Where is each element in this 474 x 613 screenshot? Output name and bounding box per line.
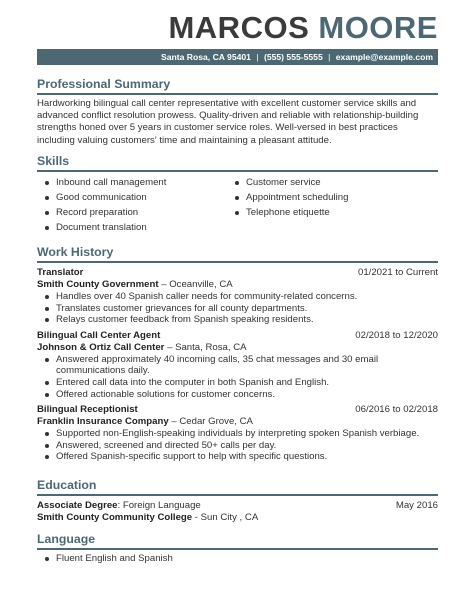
summary-section [37,77,438,147]
skill-item: Appointment scheduling [235,190,413,205]
company-name: Smith County Government [37,279,159,290]
job-bullet: Answered approximately 40 incoming calls, 35 chat messages and 30 email communications daily. [45,354,438,377]
job-employer [37,416,438,428]
degree-name: Associate Degree [37,500,118,511]
last-name: MOORE [318,10,438,45]
school [37,512,438,524]
job-bullet: Offered Spanish-specific support to help with specific questions. [45,451,438,463]
contact-separator: | [328,52,331,62]
skills-grid [37,175,438,235]
job-bullet: Translates customer grievances for all county departments. [45,303,438,315]
company-location: – Oceanville, CA [158,279,233,290]
school-location: - Sun City , CA [192,512,259,523]
job-bullet: Supported non-English-speaking individuals by interpreting spoken Spanish verbiage. [45,428,438,440]
company-location: – Cedar Grove, CA [168,416,253,428]
degree [37,500,201,512]
education-section [37,478,438,524]
section-divider [37,170,438,172]
job-entry [37,267,438,326]
skills-column-right [225,175,413,235]
section-divider [37,261,438,263]
contact-email: example@example.com [335,52,433,62]
skill-item: Telephone etiquette [235,205,413,220]
job-entry [37,330,438,400]
contact-separator: | [256,52,259,62]
job-bullet: Answered, screened and directed 50+ calls per day. [45,440,438,452]
work-history-section [37,245,438,463]
skill-item: Good communication [45,190,225,205]
education-heading: Education [37,478,97,492]
skill-item: Customer service [235,175,413,190]
language-heading: Language [37,532,96,546]
work-history-heading: Work History [37,245,114,259]
contact-location: Santa Rosa, CA 95401 [160,52,251,62]
job-title: Translator [37,267,84,278]
language-item: Fluent English and Spanish [45,553,438,565]
skills-section [37,154,438,235]
education-date: May 2016 [395,500,438,511]
job-bullet: Relays customer feedback from Spanish speaking residents. [45,314,438,326]
skill-item: Document translation [45,220,225,235]
job-entry [37,404,438,463]
job-dates: 06/2016 to 02/2018 [355,404,438,416]
skill-item: Record preparation [45,205,225,220]
school-name: Smith County Community College [37,512,193,523]
section-divider [37,548,438,550]
job-bullet: Entered call data into the computer in both Spanish and English. [45,377,438,389]
job-title: Bilingual Call Center Agent [37,329,161,341]
section-divider [37,93,438,95]
degree-field: : Foreign Language [117,500,201,511]
summary-heading: Professional Summary [37,77,171,91]
job-bullet: Offered actionable solutions for customer concerns. [45,389,438,401]
job-bullet: Handles over 40 Spanish caller needs for community-related concerns. [45,291,438,303]
contact-bar [37,49,438,65]
language-section [37,532,438,565]
job-title: Bilingual Receptionist [37,404,138,416]
job-employer [37,342,438,354]
job-employer [37,279,438,291]
company-location: – Santa, Rosa, CA [164,341,247,353]
skill-item: Inbound call management [45,175,225,190]
summary-text: Hardworking bilingual call center representative with excellent customer service skills and advanced conflict resolution prowess. Quality-driven and reliable with relationship-building strengths honed over 5 years in customer service roles. Well-versed in best practices including valuing customers' time and maintaining a pleasant attitude. [37,98,419,146]
company-name: Franklin Insurance Company [37,416,169,428]
company-name: Johnson & Ortiz Call Center [37,341,165,353]
skills-heading: Skills [37,154,70,168]
candidate-name [168,10,438,46]
contact-phone: (555) 555-5555 [263,52,323,62]
job-dates: 01/2021 to Current [357,267,438,278]
job-dates: 02/2018 to 12/2020 [355,329,438,341]
skills-column-left [37,175,225,235]
first-name: MARCOS [168,10,310,45]
section-divider [37,494,438,496]
